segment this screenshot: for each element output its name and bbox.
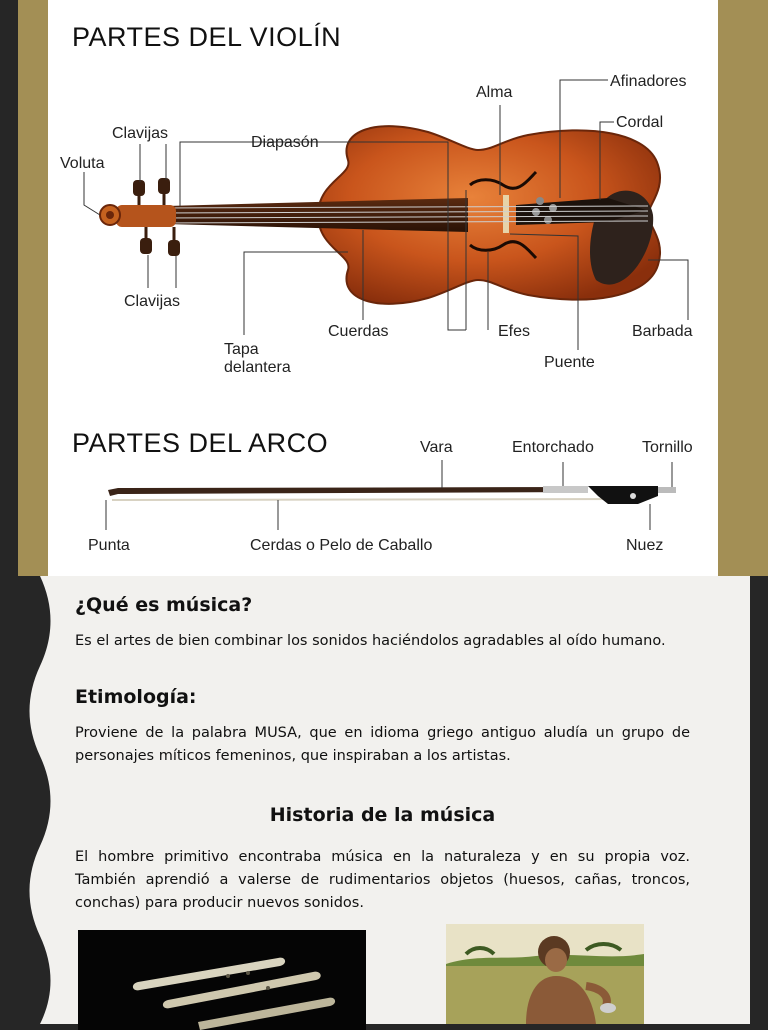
label-puente: Puente bbox=[544, 354, 595, 371]
bow-title: PARTES DEL ARCO bbox=[72, 428, 329, 458]
history-text: El hombre primitivo encontraba música en la naturaleza y en su propia voz. También aprendió a valerse de rudimentarios objetos (huesos, cañas, troncos, conchas) para producir nuevos sonidos. bbox=[75, 849, 690, 911]
label-voluta: Voluta bbox=[60, 155, 105, 172]
label-efes: Efes bbox=[498, 323, 531, 340]
label-tornillo: Tornillo bbox=[642, 439, 693, 456]
label-vara: Vara bbox=[420, 439, 453, 456]
violin-body bbox=[100, 126, 660, 304]
primitive-man-image bbox=[446, 924, 644, 1024]
label-clavijas-top: Clavijas bbox=[112, 125, 169, 142]
label-cerdas: Cerdas o Pelo de Caballo bbox=[250, 537, 433, 554]
what-is-music-heading: ¿Qué es música? bbox=[75, 594, 253, 616]
violin-diagram bbox=[48, 0, 718, 576]
history-heading: Historia de la música bbox=[269, 804, 496, 826]
label-punta: Punta bbox=[88, 537, 130, 554]
label-alma: Alma bbox=[476, 84, 513, 101]
etymology-text: Proviene de la palabra MUSA, que en idioma griego antiguo aludía un grupo de personajes míticos femeninos, que inspiraban a los artistas. bbox=[75, 725, 690, 764]
label-afinadores: Afinadores bbox=[610, 73, 687, 90]
wavy-edge-decoration bbox=[18, 576, 58, 1024]
label-tapa-line1: Tapa bbox=[224, 341, 259, 358]
label-cuerdas: Cuerdas bbox=[328, 323, 389, 340]
label-barbada: Barbada bbox=[632, 323, 693, 340]
label-entorchado: Entorchado bbox=[512, 439, 594, 456]
violin-title: PARTES DEL VIOLÍN bbox=[72, 22, 342, 52]
label-diapason: Diapasón bbox=[251, 134, 319, 151]
what-is-music-text: Es el artes de bien combinar los sonidos haciéndolos agradables al oído humano. bbox=[75, 633, 666, 649]
label-nuez: Nuez bbox=[626, 537, 664, 554]
label-tapa-line2: delantera bbox=[224, 359, 291, 376]
etymology-heading: Etimología: bbox=[75, 686, 197, 708]
label-cordal: Cordal bbox=[616, 114, 664, 131]
bone-flutes-image bbox=[78, 930, 366, 1030]
music-slide bbox=[0, 576, 768, 1024]
bow-leader-lines bbox=[106, 460, 672, 530]
label-clavijas-bottom: Clavijas bbox=[124, 293, 181, 310]
bow-drawing bbox=[108, 486, 676, 504]
